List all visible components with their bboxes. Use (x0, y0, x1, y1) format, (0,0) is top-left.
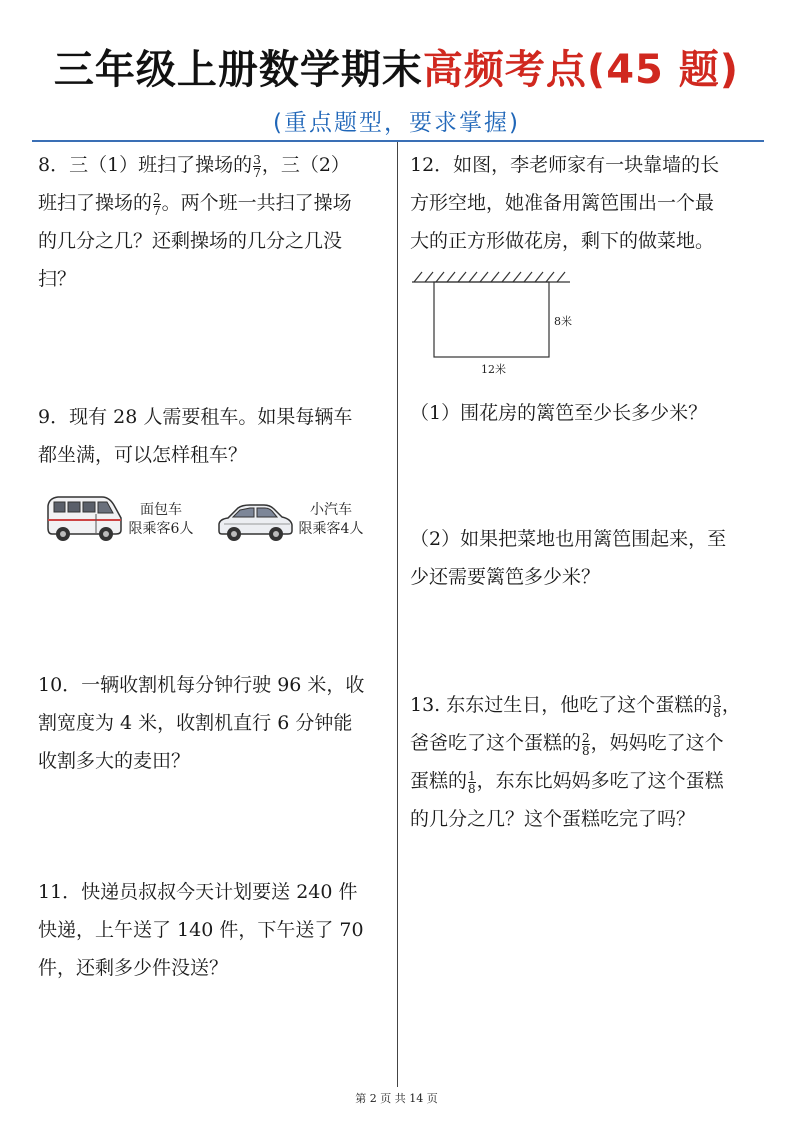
q8-text: 扫？ (38, 268, 77, 290)
question-11 (38, 873, 390, 987)
question-12 (410, 146, 762, 260)
q8-text: 的几分之几？还剩操场的几分之几没 (38, 230, 343, 252)
q12-sub2-text: （2）如果把菜地也用篱笆围起来，至 (410, 528, 727, 550)
q13-text: 的几分之几？这个蛋糕吃完了吗？ (410, 808, 696, 830)
q12-text: 方形空地，她准备用篱笆围出一个最 (410, 192, 715, 214)
q13-text: ， (721, 694, 741, 716)
q12-sub2-text: 少还需要篱笆多少米？ (410, 566, 601, 588)
fraction: $\frac{2}{7}$ (153, 190, 161, 218)
q10-text: 收割多大的麦田？ (38, 750, 191, 772)
q13-text: ，东东比妈妈多吃了这个蛋糕 (476, 770, 724, 792)
q8-text: 班扫了操场的 (38, 192, 153, 214)
q13-text: 13. 东东过生日，他吃了这个蛋糕的 (410, 694, 713, 716)
page-subtitle: (重点题型，要求掌握) (273, 110, 520, 136)
question-13 (410, 686, 762, 838)
fraction: $\frac{3}{7}$ (253, 152, 261, 180)
title-main: 三年级上册数学期末 (53, 47, 423, 93)
q11-text: 件，还剩多少件没送？ (38, 957, 229, 979)
question-9 (38, 398, 390, 474)
car-label (290, 501, 372, 539)
van-name: 面包车 (140, 502, 182, 518)
q9-text: 都坐满，可以怎样租车？ (38, 444, 248, 466)
q11-text: 快递，上午送了 140 件，下午送了 70 (38, 919, 364, 941)
q12-text: 12．如图，李老师家有一块靠墙的长 (410, 154, 720, 176)
q11-text: 11．快递员叔叔今天计划要送 240 件 (38, 881, 358, 903)
van-label (120, 501, 202, 539)
q12-sub1-text: （1）围花房的篱笆至少长多少米？ (410, 402, 708, 424)
question-8 (38, 146, 390, 298)
q8-text: 8．三（1）班扫了操场的 (38, 154, 253, 176)
wall-hatching (412, 272, 570, 282)
q8-text: ，三（2） (261, 154, 350, 176)
width-label: 12米 (481, 363, 506, 376)
question-12-part-2 (410, 520, 762, 596)
q9-text: 9．现有 28 人需要租车。如果每辆车 (38, 406, 353, 428)
column-divider (397, 142, 398, 1087)
q10-text: 割宽度为 4 米，收割机直行 6 分钟能 (38, 712, 353, 734)
q10-text: 10．一辆收割机每分钟行驶 96 米，收 (38, 674, 365, 696)
car-capacity: 限乘客4人 (298, 521, 364, 537)
garden-diagram (408, 268, 588, 380)
fraction: $\frac{2}{8}$ (582, 730, 590, 758)
q12-text: 大的正方形做花房，剩下的做菜地。 (410, 230, 715, 252)
q13-text: 爸爸吃了这个蛋糕的 (410, 732, 582, 754)
q8-text: 。两个班一共扫了操场 (161, 192, 352, 214)
height-label: 8米 (554, 315, 572, 328)
q13-text: ，妈妈吃了这个 (590, 732, 724, 754)
car-name: 小汽车 (310, 502, 352, 518)
fraction: $\frac{3}{8}$ (713, 692, 721, 720)
fraction: $\frac{1}{8}$ (468, 768, 476, 796)
header-rule (32, 140, 764, 142)
title-highlight: 高频考点(45 题) (422, 47, 740, 93)
car-icon (216, 497, 294, 545)
plot-rectangle (434, 282, 549, 357)
q13-text: 蛋糕的 (410, 770, 468, 792)
van-capacity: 限乘客6人 (128, 521, 194, 537)
page-number: 第 2 页 共 14 页 (355, 1092, 438, 1105)
question-10 (38, 666, 390, 780)
van-icon (44, 490, 124, 546)
page-title (0, 38, 793, 95)
question-12-part-1 (410, 394, 762, 432)
